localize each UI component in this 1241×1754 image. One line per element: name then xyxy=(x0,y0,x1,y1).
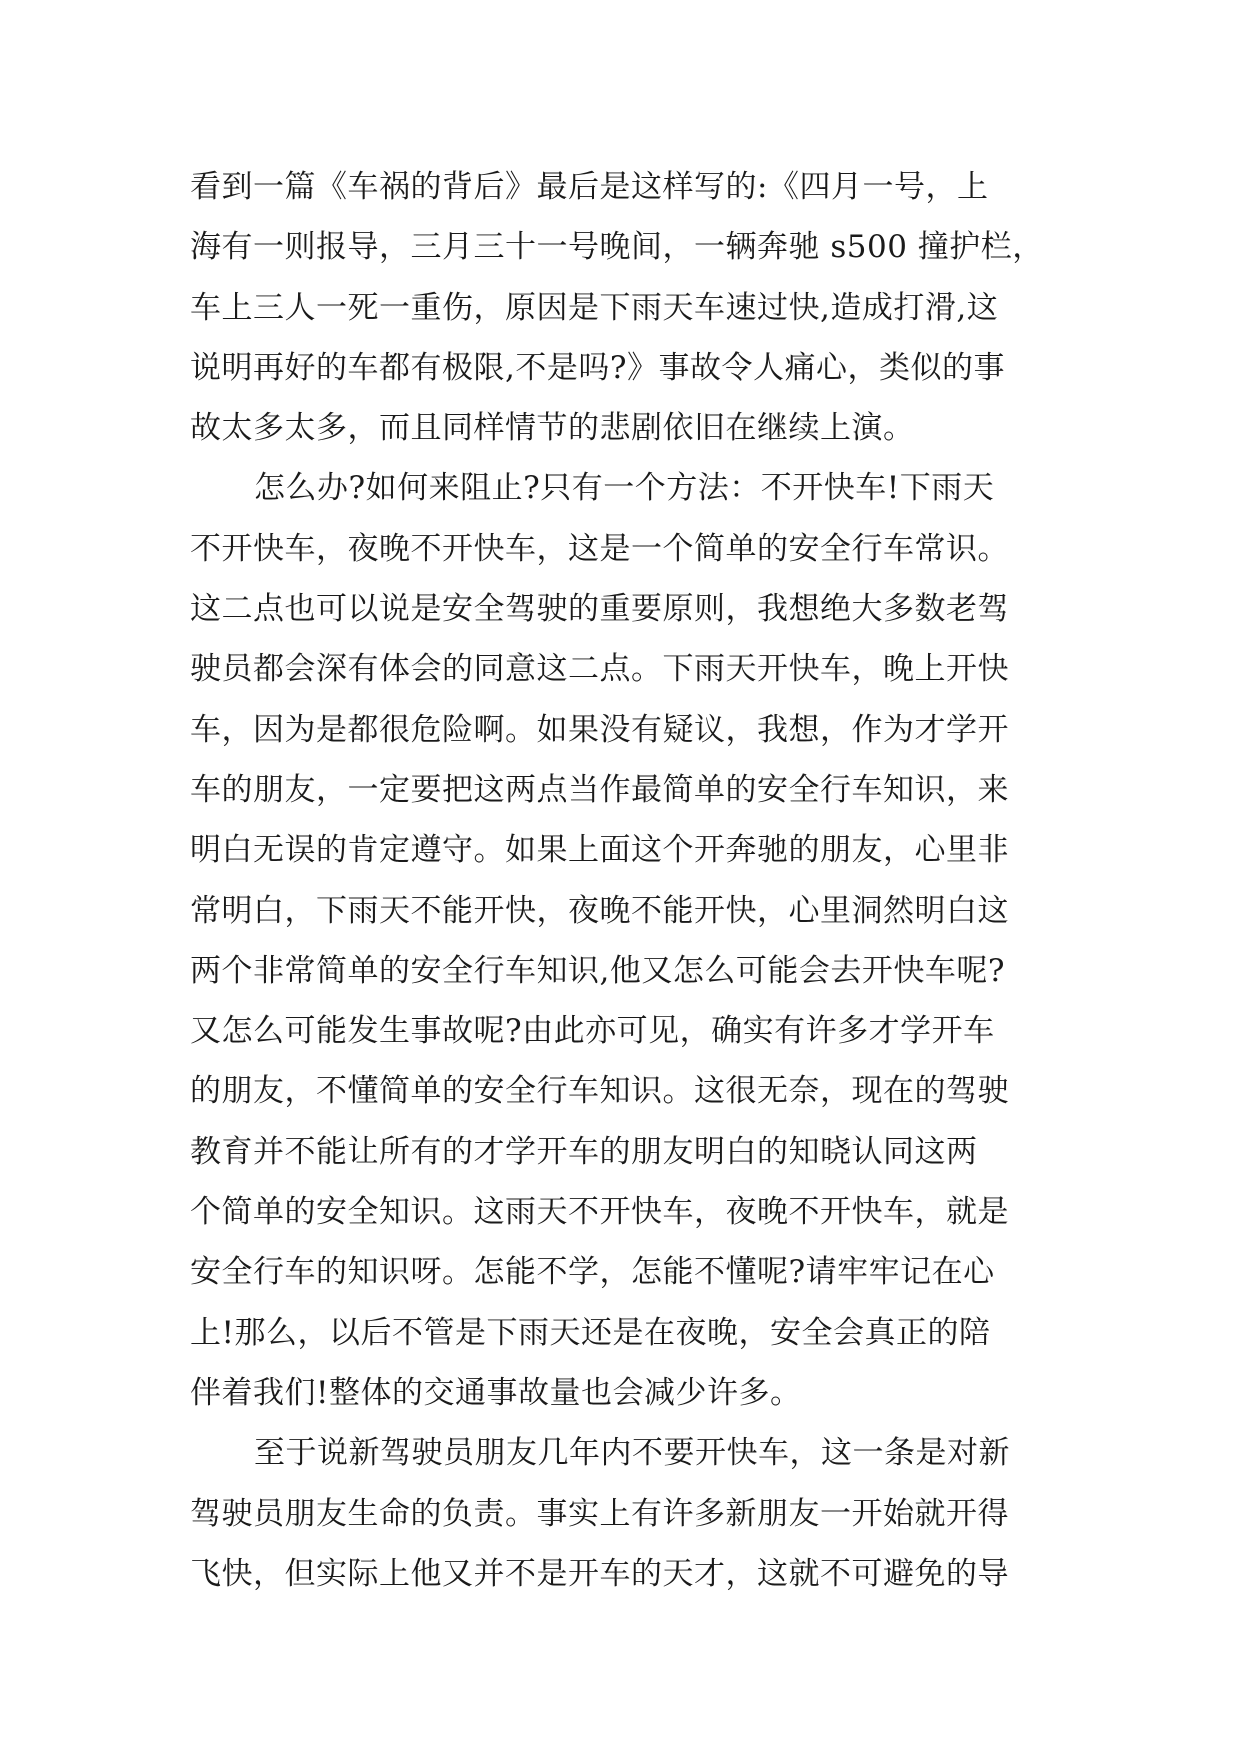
text-line: 车上三人一死一重伤，原因是下雨天车速过快,造成打滑,这 xyxy=(190,289,999,326)
text-line: 这二点也可以说是安全驾驶的重要原则，我想绝大多数老驾 xyxy=(190,591,1009,628)
text-line: 的朋友，不懂简单的安全行车知识。这很无奈，现在的驾驶 xyxy=(190,1073,1009,1110)
text-line: 又怎么可能发生事故呢?由此亦可见，确实有许多才学开车 xyxy=(190,1013,995,1050)
text-line: 两个非常简单的安全行车知识,他又怎么可能会去开快车呢? xyxy=(190,952,1005,989)
text-line: 伴着我们!整体的交通事故量也会减少许多。 xyxy=(190,1374,802,1411)
text-line: 驾驶员朋友生命的负责。事实上有许多新朋友一开始就开得 xyxy=(190,1495,1009,1532)
text-line: 不开快车，夜晚不开快车，这是一个简单的安全行车常识。 xyxy=(190,530,1009,567)
text-line: 个简单的安全知识。这雨天不开快车，夜晚不开快车，就是 xyxy=(190,1194,1009,1231)
text-line: 车的朋友，一定要把这两点当作最简单的安全行车知识，来 xyxy=(190,771,1009,808)
text-line: 飞快，但实际上他又并不是开车的天才，这就不可避免的导 xyxy=(190,1555,1009,1592)
paragraph-start-line: 至于说新驾驶员朋友几年内不要开快车，这一条是对新 xyxy=(254,1435,1010,1472)
text-line: 教育并不能让所有的才学开车的朋友明白的知晓认同这两 xyxy=(190,1133,978,1170)
text-line: 故太多太多，而且同样情节的悲剧依旧在继续上演。 xyxy=(190,410,915,447)
paragraph-start-line: 怎么办?如何来阻止?只有一个方法：不开快车!下雨天 xyxy=(254,470,995,507)
text-line: 车，因为是都很危险啊。如果没有疑议，我想，作为才学开 xyxy=(190,711,1009,748)
text-line: 看到一篇《车祸的背后》最后是这样写的:《四月一号，上 xyxy=(190,169,989,205)
body-text xyxy=(190,157,1050,1604)
text-line: 明白无误的肯定遵守。如果上面这个开奔驰的朋友，心里非 xyxy=(190,832,1009,869)
text-line: 驶员都会深有体会的同意这二点。下雨天开快车，晚上开快 xyxy=(190,651,1009,688)
text-line: 上!那么，以后不管是下雨天还是在夜晚，安全会真正的陪 xyxy=(190,1314,991,1351)
text-line: 说明再好的车都有极限,不是吗?》事故令人痛心，类似的事 xyxy=(190,349,1005,386)
text-line: 安全行车的知识呀。怎能不学，怎能不懂呢?请牢牢记在心 xyxy=(190,1254,995,1291)
text-line: 海有一则报导，三月三十一号晚间，一辆奔驰 s500 撞护栏， xyxy=(190,229,1044,266)
text-line: 常明白，下雨天不能开快，夜晚不能开快，心里洞然明白这 xyxy=(190,892,1009,929)
